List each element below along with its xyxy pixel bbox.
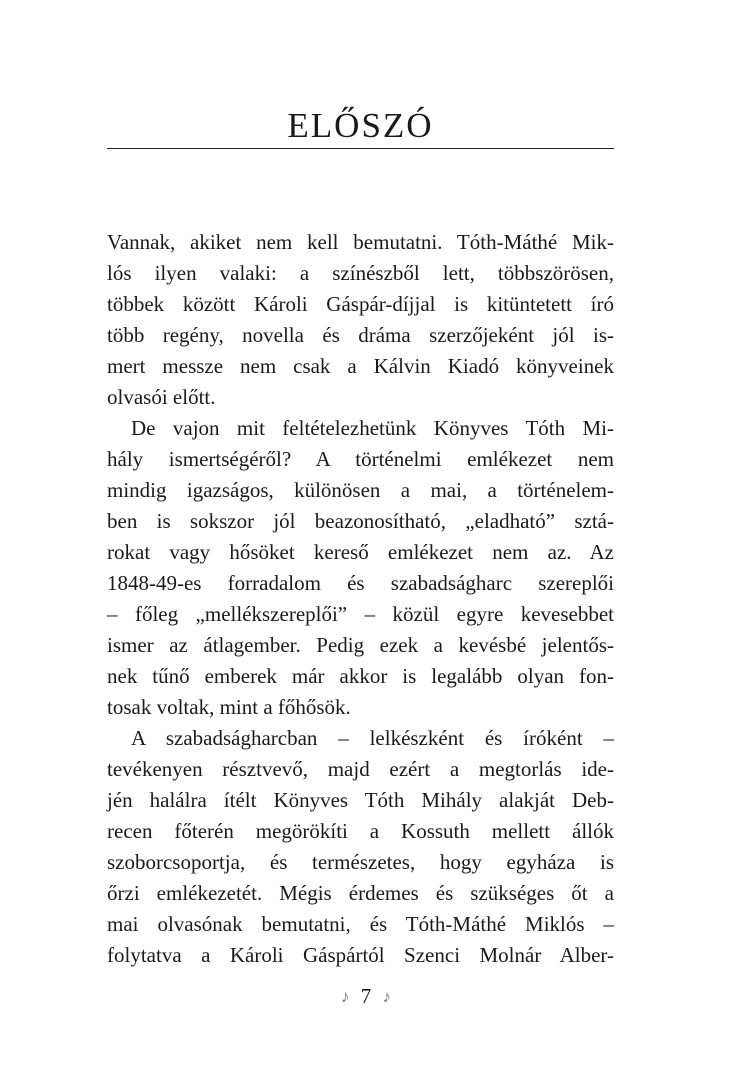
text-line: mert messze nem csak a Kálvin Kiadó könyveinek [107, 354, 614, 378]
text-line: többek között Károli Gáspár-díjjal is kitüntetett író [107, 292, 614, 316]
paragraph [107, 227, 614, 413]
ornament-left-icon: ♪ [341, 987, 350, 1006]
body-text [107, 227, 614, 971]
text-line: lós ilyen valaki: a színészből lett, többszörösen, [107, 261, 614, 285]
text-line: rokat vagy hősöket kereső emlékezet nem az. Az [107, 540, 614, 564]
text-line: recen főterén megörökíti a Kossuth mellett állók [107, 819, 614, 843]
page-number: 7 [360, 984, 372, 1008]
ornament-right-icon: ♪ [382, 987, 391, 1006]
page-title: ELŐSZÓ [287, 106, 434, 145]
text-line: tevékenyen résztvevő, majd ezért a megtorlás ide- [107, 757, 614, 781]
text-line: 1848-49-es forradalom és szabadságharc szereplői [107, 571, 614, 595]
text-line: mindig igazságos, különösen a mai, a történelem- [107, 478, 614, 502]
text-line: – főleg „mellékszereplői” – közül egyre kevesebbet [107, 602, 614, 626]
page-footer [0, 982, 732, 1011]
text-line: őrzi emlékezetét. Mégis érdemes és szükséges őt a [107, 881, 614, 905]
text-line: több regény, novella és dráma szerzőjeként jól is- [107, 323, 614, 347]
text-line: tosak voltak, mint a főhősök. [107, 695, 351, 719]
text-line: A szabadságharcban – lelkészként és íróként – [131, 726, 614, 750]
text-line: Vannak, akiket nem kell bemutatni. Tóth-Máthé Mik- [107, 230, 614, 254]
text-line: folytatva a Károli Gáspártól Szenci Molnár Alber- [107, 943, 614, 967]
text-line: ismer az átlagember. Pedig ezek a kevésbé jelentős- [107, 633, 614, 657]
text-line: mai olvasónak bemutatni, és Tóth-Máthé Miklós – [107, 912, 614, 936]
text-line: nek tűnő emberek már akkor is legalább olyan fon- [107, 664, 614, 688]
text-line: hály ismertségéről? A történelmi emlékezet nem [107, 447, 614, 471]
text-line: jén halálra ítélt Könyves Tóth Mihály alakját Deb- [107, 788, 614, 812]
text-line: ben is sokszor jól beazonosítható, „eladható” sztá- [107, 509, 614, 533]
paragraph [107, 413, 614, 723]
text-line: szoborcsoportja, és természetes, hogy egyháza is [107, 850, 614, 874]
text-line: olvasói előtt. [107, 385, 216, 409]
title-divider [107, 148, 614, 149]
paragraph [107, 723, 614, 971]
text-line: De vajon mit feltételezhetünk Könyves Tóth Mi- [131, 416, 614, 440]
